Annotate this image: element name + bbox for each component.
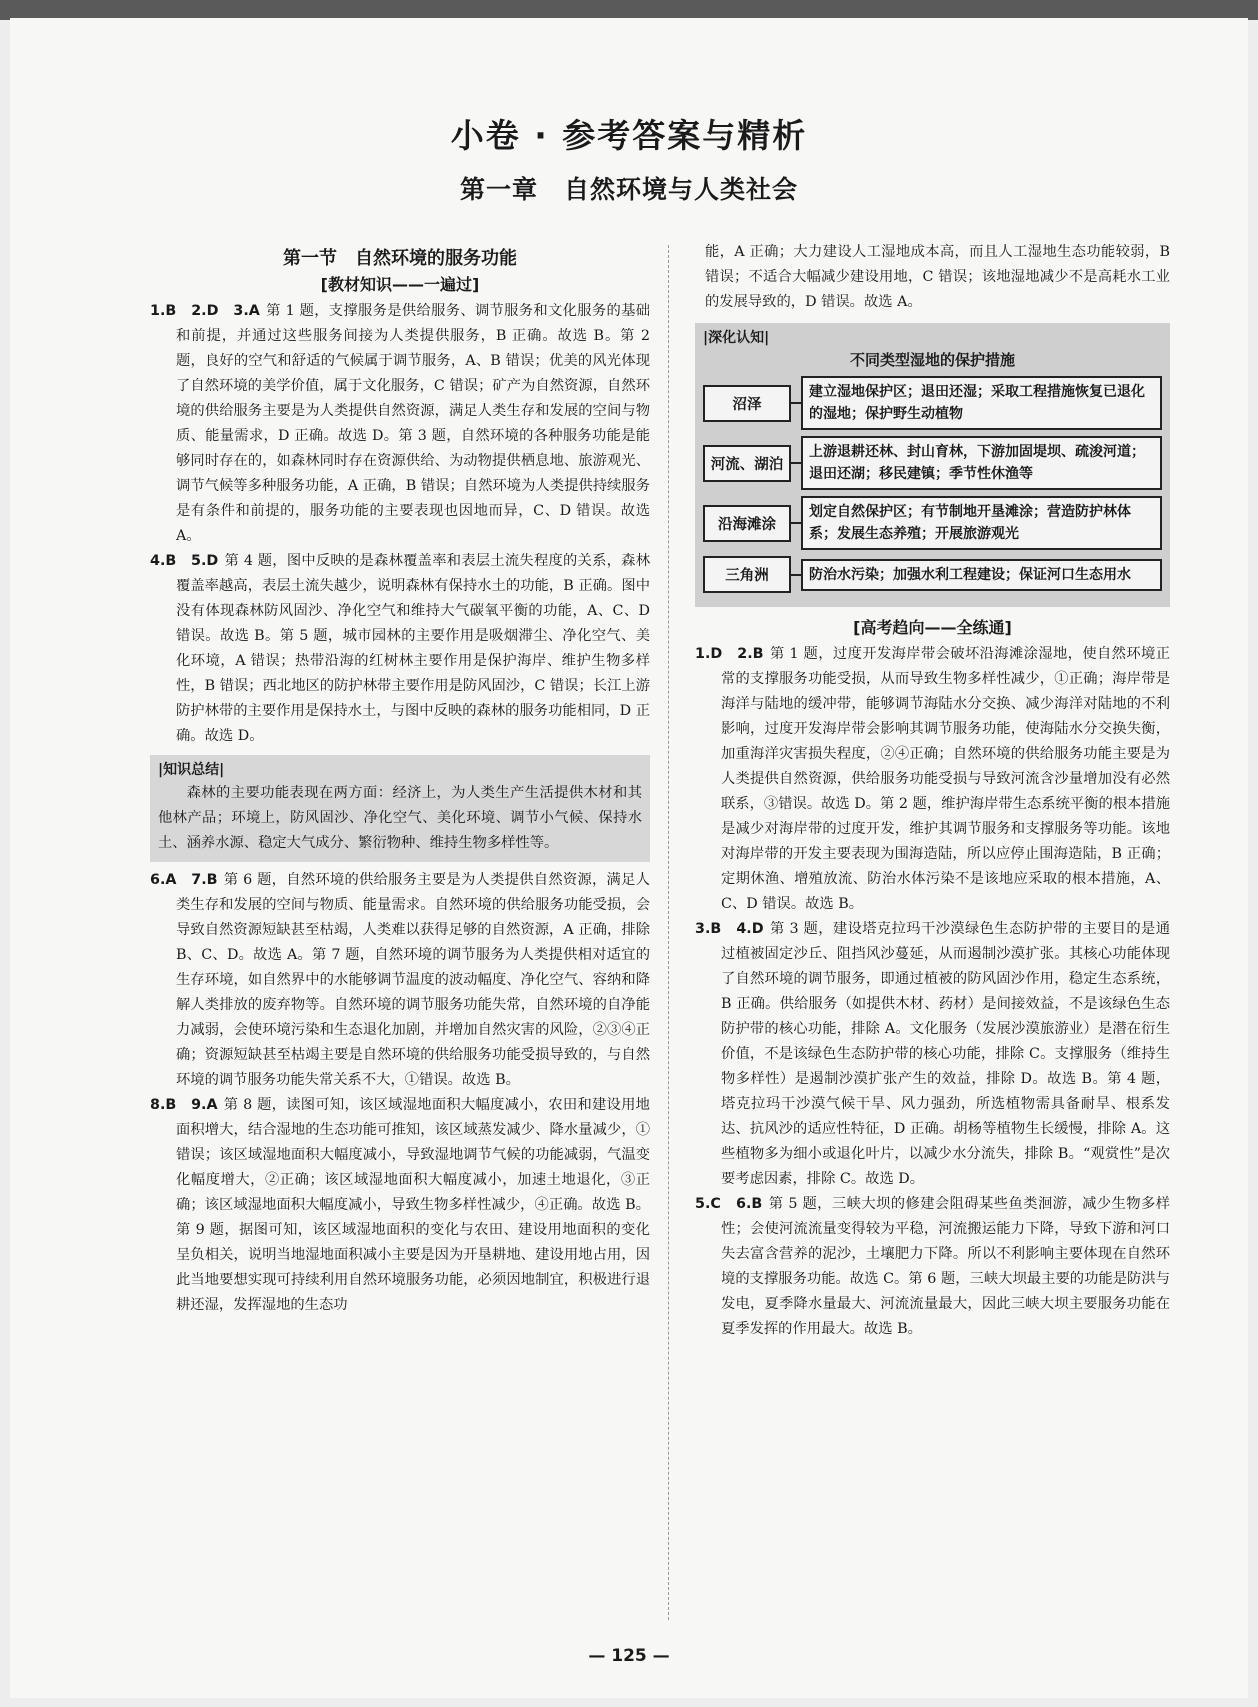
page-title: 小卷 · 参考答案与精析: [450, 116, 808, 155]
column-divider: [668, 245, 669, 1620]
table-row: [703, 556, 1162, 593]
answer-keys: 1.B 2.D 3.A: [150, 303, 260, 319]
answer-keys: 3.B 4.D: [695, 921, 764, 937]
answer-block: [695, 1192, 1170, 1342]
answer-keys: 5.C 6.B: [695, 1196, 763, 1212]
protection-measures: 划定自然保护区；有节制地开垦滩涂；营造防护林体系；发展生态养殖；开展旅游观光: [801, 496, 1162, 550]
box-label: |深化认知|: [703, 330, 770, 346]
answer-keys: 6.A 7.B: [150, 872, 218, 888]
chapter-title: 第一章 自然环境与人类社会: [459, 175, 798, 204]
answer-text: 第 4 题，图中反映的是森林覆盖率和表层土流失程度的关系，森林覆盖率越高，表层土流失越少，说明森林有保持水土的功能，B 正确。图中没有体现森林防风固沙、净化空气和维持大气碳氧平衡的功能，A、C、D 错误。故选 B。第 5 题，城市园林的主要作用是吸烟滞尘、净化空气、美化环境，A 错误；热带沿海的红树林主要作用是保护海岸、维护生物多样性，B 错误；西北地区的防护林带主要作用是防风固沙，C 错误；长江上游防护林带的主要作用是保持水土，与图中反映的森林的服务功能相同，D 正确。故选 D。: [176, 553, 650, 744]
protection-measures: 建立湿地保护区；退田还湿；采取工程措施恢复已退化的湿地；保护野生动植物: [801, 376, 1162, 430]
connector-line: [791, 402, 801, 404]
answer-block: [695, 642, 1170, 917]
wetland-protection-table: [695, 323, 1170, 607]
answer-text: 第 1 题，支撑服务是供给服务、调节服务和文化服务的基础和前提，并通过这些服务间接为人类提供服务，B 正确。故选 B。第 2 题，良好的空气和舒适的气候属于调节服务，A、B 错误；优美的风光体现了自然环境的美学价值，属于文化服务，C 错误；矿产为自然资源，自然环境的供给服务主要是为人类提供自然资源，满足人类生存和发展的空间与物质、能量需求，D 正确。故选 D。第 3 题，自然环境的各种服务功能是能够同时存在的，如森林同时存在资源供给、为动物提供栖息地、旅游观光、调节气候等多种服务功能，A 正确，B 错误；自然环境为人类提供持续服务是有条件和前提的，服务功能的主要表现也因地而异，C、D 错误。故选 A。: [176, 303, 650, 544]
answer-block: [150, 868, 650, 1093]
answer-block: [150, 549, 650, 749]
answer-block: [150, 1093, 650, 1318]
answer-keys: 1.D 2.B: [695, 646, 764, 662]
page-number: — 125 —: [588, 1646, 670, 1666]
wetland-type: 沼泽: [703, 385, 791, 422]
subsection-title: [教材知识——一遍过]: [320, 275, 480, 294]
table-row: [703, 376, 1162, 430]
subsection-title: [高考趋向——全练通]: [853, 618, 1012, 637]
answer-text: 第 8 题，读图可知，该区域湿地面积大幅度减小，农田和建设用地面积增大，结合湿地的生态功能可推知，该区域蒸发减少、降水量减少，①错误；该区域湿地面积大幅度减小，导致湿地调节气候的功能减弱，气温变化幅度增大，②正确；该区域湿地面积大幅度减小，加速土地退化，③正确；该区域湿地面积大幅度减小，导致生物多样性减少，④正确。故选 B。第 9 题，据图可知，该区域湿地面积的变化与农田、建设用地面积的变化呈负相关，说明当地湿地面积减小主要是因为开垦耕地、建设用地占用，因此当地要想实现可持续利用自然环境服务功能，必须因地制宜，积极进行退耕还湿，发挥湿地的生态功: [176, 1097, 650, 1313]
answer-text: 第 3 题，建设塔克拉玛干沙漠绿色生态防护带的主要目的是通过植被固定沙丘、阻挡风沙蔓延，从而遏制沙漠扩张。其核心功能体现了自然环境的调节服务，即通过植被的防风固沙作用，稳定生态系统，B 正确。供给服务（如提供木材、药材）是间接效益，不是该绿色生态防护带的核心功能，排除 A。文化服务（发展沙漠旅游业）是潜在衍生价值，不是该绿色生态防护带的核心功能，排除 C。支撑服务（维持生物多样性）是遏制沙漠扩张产生的效益，排除 D。故选 B。第 4 题，塔克拉玛干沙漠气候干旱、风力强劲，所选植物需具备耐旱、根系发达、抗风沙的适应性特征，D 正确。胡杨等植物生长缓慢，排除 A。这些植物多为细小或退化叶片，以减少水分流失，排除 B。“观赏性”是次要考虑因素，排除 C。故选 D。: [721, 921, 1170, 1187]
wetland-type: 三角洲: [703, 556, 791, 593]
box-label: |知识总结|: [158, 762, 225, 778]
connector-line: [791, 522, 801, 524]
answer-block: [150, 299, 650, 549]
connector-line: [791, 462, 801, 464]
table-title: 不同类型湿地的保护措施: [849, 351, 1015, 369]
connector-line: [791, 574, 801, 576]
left-column: [150, 240, 650, 1318]
answer-text: 第 6 题，自然环境的供给服务主要是为人类提供自然资源，满足人类生存和发展的空间与物质、能量需求。自然环境的供给服务功能受损，会导致自然资源短缺甚至枯竭，人类难以获得足够的自然资源，A 正确，排除 B、C、D。故选 A。第 7 题，自然环境的调节服务为人类提供相对适宜的生存环境，如自然界中的水能够调节温度的波动幅度、净化空气、容纳和降解人类排放的废弃物等。自然环境的调节服务功能失常，自然环境的自净能力减弱，会使环境污染和生态退化加剧，并增加自然灾害的风险，②③④正确；资源短缺甚至枯竭主要是自然环境的供给服务功能受损导致的，与自然环境的调节服务功能失常关系不大，①错误。故选 B。: [176, 872, 650, 1088]
answer-block: [695, 917, 1170, 1192]
answer-keys: 8.B 9.A: [150, 1097, 218, 1113]
answer-keys: 4.B 5.D: [150, 553, 219, 569]
wetland-type: 沿海滩涂: [703, 505, 791, 542]
knowledge-summary-box: [150, 755, 650, 862]
scan-edge: [0, 0, 1258, 20]
box-text: 森林的主要功能表现在两方面：经济上，为人类生产生活提供木材和其他林产品；环境上，防风固沙、净化空气、美化环境、调节小气候、保持水土、涵养水源、稳定大气成分、繁衍物种、维持生物多样性等。: [158, 785, 642, 851]
continued-text: 能，A 正确；大力建设人工湿地成本高，而且人工湿地生态功能较弱，B 错误；不适合大幅减少建设用地，C 错误；该地湿地减少不是高耗水工业的发展导致的，D 错误。故选 A。: [705, 244, 1170, 310]
answer-text: 第 1 题，过度开发海岸带会破坏沿海滩涂湿地，使自然环境正常的支撑服务功能受损，从而导致生物多样性减少，①正确；海岸带是海洋与陆地的缓冲带，能够调节海陆水分交换、减少海洋对陆地的不利影响，过度开发海岸带会影响其调节服务功能，使海陆水分交换失衡，加重海洋灾害损失程度，②④正确；自然环境的供给服务功能主要是为人类提供自然资源，供给服务功能受损与导致河流含沙量增加没有必然联系，③错误。故选 D。第 2 题，维护海岸带生态系统平衡的根本措施是减少对海岸带的过度开发，维护其调节服务和支撑服务等功能。该地对海岸带的开发主要表现为围海造陆，所以应停止围海造陆，B 正确；定期休渔、增殖放流、防治水体污染不是该地应采取的根本措施，A、C、D 错误。故选 B。: [721, 646, 1170, 912]
protection-measures: 防治水污染；加强水利工程建设；保证河口生态用水: [801, 559, 1162, 591]
table-row: [703, 436, 1162, 490]
right-column: [695, 240, 1170, 1342]
answer-text: 第 5 题，三峡大坝的修建会阻碍某些鱼类洄游，减少生物多样性；会使河流流量变得较为平稳，河流搬运能力下降，导致下游和河口失去富含营养的泥沙，土壤肥力下降。所以不利影响主要体现在自然环境的支撑服务功能。故选 C。第 6 题，三峡大坝最主要的功能是防洪与发电，夏季降水量最大、河流流量最大，因此三峡大坝主要服务功能在夏季发挥的作用最大。故选 B。: [721, 1196, 1170, 1337]
table-row: [703, 496, 1162, 550]
protection-measures: 上游退耕还林、封山育林，下游加固堤坝、疏浚河道；退田还湖；移民建镇；季节性休渔等: [801, 436, 1162, 490]
section-title: 第一节 自然环境的服务功能: [283, 248, 517, 269]
wetland-type: 河流、湖泊: [703, 445, 791, 482]
